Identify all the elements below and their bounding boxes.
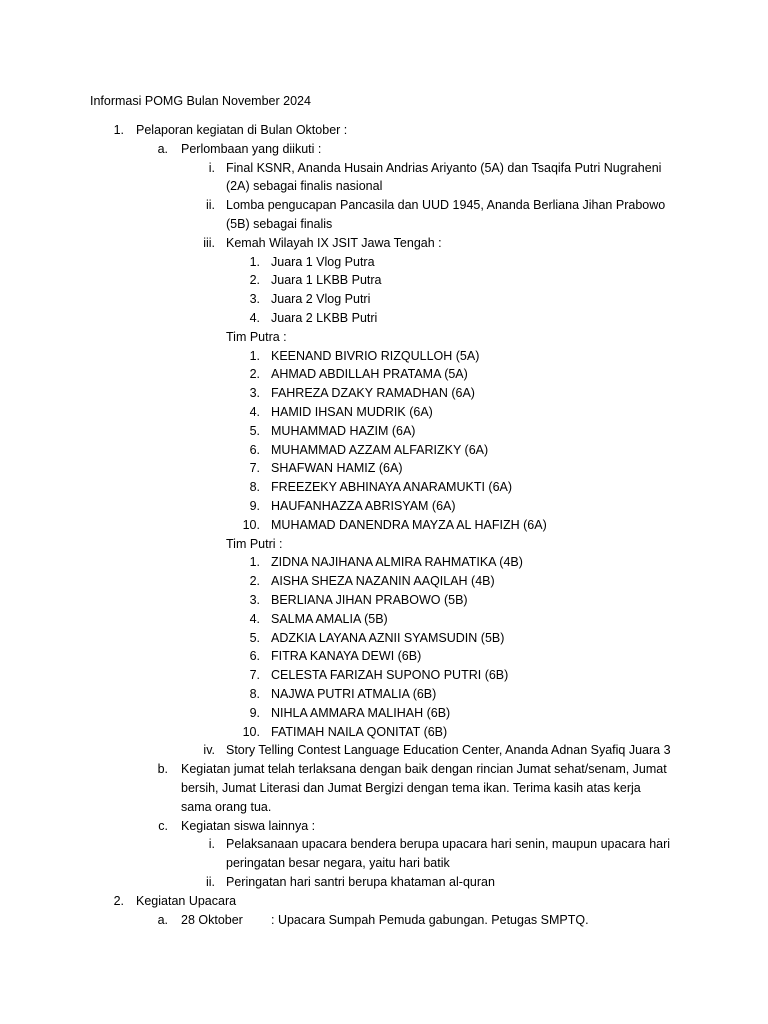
list-item-label: Juara 1 Vlog Putra	[271, 254, 375, 269]
list-item	[0, 459, 768, 478]
list-marker: 2.	[249, 273, 260, 288]
list-item-label: NAJWA PUTRI ATMALIA (6B)	[271, 687, 437, 701]
list-item	[0, 196, 768, 234]
list-item	[0, 647, 768, 666]
list-marker: 3.	[249, 593, 260, 607]
list-item-label: HAMID IHSAN MUDRIK (6A)	[271, 405, 433, 419]
list-marker: iv.	[203, 743, 215, 758]
list-item	[0, 835, 768, 873]
list-item	[0, 535, 768, 554]
list-item-label: Juara 2 Vlog Putri	[271, 292, 371, 307]
list-item-label: FATIMAH NAILA QONITAT (6B)	[271, 724, 448, 739]
list-item-label: ZIDNA NAJIHANA ALMIRA RAHMATIKA (4B)	[271, 555, 523, 570]
list-item-text	[181, 911, 589, 930]
list-item-label: KEENAND BIVRIO RIZQULLOH (5A)	[271, 348, 480, 363]
list-item-label: FAHREZA DZAKY RAMADHAN (6A)	[271, 386, 475, 401]
list-item	[0, 365, 768, 384]
document-title: Informasi POMG Bulan November 2024	[90, 94, 311, 108]
list-item	[0, 121, 768, 140]
list-item-text	[271, 629, 504, 648]
list-item-label: Story Telling Contest Language Education Center, Ananda Adnan Syafiq Juara 3	[226, 743, 671, 758]
list-item	[0, 328, 768, 347]
list-marker: 3.	[249, 292, 260, 307]
list-item	[0, 629, 768, 648]
list-item-text	[271, 441, 488, 460]
list-marker: 2.	[249, 574, 260, 589]
list-marker: 10.	[242, 517, 260, 532]
list-item	[0, 403, 768, 422]
list-item-label: NIHLA AMMARA MALIHAH (6B)	[271, 705, 451, 720]
list-item	[0, 911, 768, 930]
list-item-label: HAUFANHAZZA ABRISYAM (6A)	[271, 499, 456, 513]
list-marker: i.	[208, 160, 215, 175]
list-item-text	[271, 403, 433, 422]
list-item	[0, 422, 768, 441]
list-item	[0, 610, 768, 629]
list-item	[0, 817, 768, 836]
list-marker: i.	[208, 837, 215, 852]
list-item	[0, 892, 768, 911]
list-marker: 1.	[249, 555, 260, 570]
list-item-label: MUHAMAD DANENDRA MAYZA AL HAFIZH (6A)	[271, 517, 547, 532]
list-item	[0, 741, 768, 760]
list-item-text	[271, 271, 381, 290]
list-item	[0, 384, 768, 403]
list-item	[0, 685, 768, 704]
list-item-text	[271, 610, 388, 629]
list-marker: ii.	[205, 875, 215, 889]
list-item	[0, 497, 768, 516]
list-item-label: CELESTA FARIZAH SUPONO PUTRI (6B)	[271, 668, 509, 683]
list-marker: 10.	[242, 724, 260, 739]
list-item-text	[226, 835, 672, 873]
list-marker: 8.	[249, 480, 260, 495]
list-item-text	[271, 422, 415, 441]
list-item	[0, 873, 768, 892]
list-item-label: Perlombaan yang diikuti :	[181, 141, 322, 156]
list-item-text	[271, 704, 450, 723]
list-item-text	[271, 290, 370, 309]
list-marker: 5.	[249, 423, 260, 438]
list-marker: 4.	[249, 311, 260, 325]
list-item-text	[226, 328, 287, 347]
list-item-text	[181, 140, 321, 159]
list-item-text	[226, 873, 495, 892]
list-marker: 1.	[249, 348, 260, 363]
list-item-label: Tim Putri :	[226, 536, 283, 551]
list-marker: a.	[157, 912, 168, 927]
list-marker: 4.	[249, 611, 260, 626]
list-item-label: Pelaporan kegiatan di Bulan Oktober :	[136, 123, 348, 137]
list-marker: 2.	[113, 893, 124, 908]
list-item-label: MUHAMMAD AZZAM ALFARIZKY (6A)	[271, 442, 489, 457]
list-item-label: FREEZEKY ABHINAYA ANARAMUKTI (6A)	[271, 480, 513, 495]
list-item	[0, 271, 768, 290]
list-item-text	[271, 666, 508, 685]
list-item-text	[271, 253, 375, 272]
list-item-text	[226, 741, 671, 760]
list-item	[0, 723, 768, 742]
list-item-label: Kegiatan jumat telah terlaksana dengan baik dengan rincian Jumat sehat/senam, Jumat bersih, Jumat Literasi dan Jumat Bergizi dengan tema ikan. Terima kasih atas kerja sama orang tua.	[181, 762, 667, 814]
list-item-label: ADZKIA LAYANA AZNII SYAMSUDIN (5B)	[271, 630, 505, 645]
list-item-text	[271, 497, 456, 516]
list-item	[0, 441, 768, 460]
list-marker: c.	[158, 818, 168, 833]
list-item	[0, 572, 768, 591]
list-marker: 1.	[249, 254, 260, 269]
list-item-text	[271, 478, 512, 497]
list-item-text	[271, 572, 495, 591]
list-item-text	[271, 384, 475, 403]
list-item	[0, 234, 768, 253]
list-item	[0, 516, 768, 535]
list-item	[0, 159, 768, 197]
list-item-label: FITRA KANAYA DEWI (6B)	[271, 649, 422, 664]
list-item-label: Kegiatan siswa lainnya :	[181, 818, 316, 833]
list-item-text	[181, 760, 672, 816]
list-item-text	[271, 365, 468, 384]
list-item-text	[271, 459, 402, 478]
list-item	[0, 666, 768, 685]
list-item-label: Final KSNR, Ananda Husain Andrias Ariyanto (5A) dan Tsaqifa Putri Nugraheni (2A) sebagai finalis nasional	[226, 160, 662, 194]
list-item-label: Peringatan hari santri berupa khataman al-quran	[226, 875, 495, 889]
list-marker: 2.	[249, 367, 260, 382]
list-item	[0, 478, 768, 497]
list-item-text	[226, 159, 672, 197]
list-item-text	[226, 535, 282, 554]
list-marker: 9.	[249, 499, 260, 513]
list-item-label: Juara 2 LKBB Putri	[271, 311, 378, 325]
list-item	[0, 347, 768, 366]
list-marker: a.	[157, 141, 168, 156]
list-marker: 6.	[249, 442, 260, 457]
list-marker: 8.	[249, 687, 260, 701]
list-marker: 7.	[249, 461, 260, 476]
list-marker: iii.	[203, 235, 215, 250]
list-item-label: Juara 1 LKBB Putra	[271, 273, 382, 288]
list-item-label: Kemah Wilayah IX JSIT Jawa Tengah :	[226, 235, 442, 250]
list-item-text	[271, 591, 468, 610]
list-item-text	[271, 553, 523, 572]
list-item	[0, 253, 768, 272]
list-item-text	[136, 892, 236, 911]
list-item-label: Pelaksanaan upacara bendera berupa upacara hari senin, maupun upacara hari peringatan besar negara, yaitu hari batik	[226, 837, 671, 871]
list-item-text	[271, 723, 447, 742]
list-marker: b.	[157, 762, 168, 777]
list-item-label: Tim Putra :	[226, 329, 287, 344]
list-marker: 5.	[249, 630, 260, 645]
list-item	[0, 140, 768, 159]
list-marker: 7.	[249, 668, 260, 683]
list-item-label: BERLIANA JIHAN PRABOWO (5B)	[271, 593, 468, 607]
list-marker: 6.	[249, 649, 260, 664]
list-item-text	[226, 234, 442, 253]
list-item-text	[271, 309, 377, 328]
list-marker: 1.	[113, 123, 124, 137]
list-marker: 4.	[249, 405, 260, 419]
list-item-text	[271, 685, 436, 704]
list-item-text	[271, 647, 421, 666]
list-item-label: AISHA SHEZA NAZANIN AAQILAH (4B)	[271, 574, 495, 589]
list-item	[0, 553, 768, 572]
list-item-text	[271, 347, 479, 366]
list-item	[0, 760, 768, 816]
list-item-detail: : Upacara Sumpah Pemuda gabungan. Petugas SMPTQ.	[271, 912, 589, 927]
list-item-text	[271, 516, 547, 535]
list-item-text	[136, 121, 347, 140]
list-item-label: Lomba pengucapan Pancasila dan UUD 1945, Ananda Berliana Jihan Prabowo (5B) sebagai finalis	[226, 198, 666, 231]
list-item	[0, 309, 768, 328]
list-item-label: SALMA AMALIA (5B)	[271, 611, 388, 626]
list-item-text	[181, 817, 315, 836]
list-marker: 3.	[249, 386, 260, 401]
list-item	[0, 290, 768, 309]
list-item-label: MUHAMMAD HAZIM (6A)	[271, 423, 416, 438]
list-item-label: 28 Oktober	[181, 912, 243, 927]
list-item-label: Kegiatan Upacara	[136, 893, 237, 908]
list-item	[0, 704, 768, 723]
list-item-label: SHAFWAN HAMIZ (6A)	[271, 461, 403, 476]
list-item-text	[226, 196, 672, 234]
list-marker: ii.	[205, 198, 215, 213]
list-marker: 9.	[249, 705, 260, 720]
list-item	[0, 591, 768, 610]
list-item-label: AHMAD ABDILLAH PRATAMA (5A)	[271, 367, 468, 382]
